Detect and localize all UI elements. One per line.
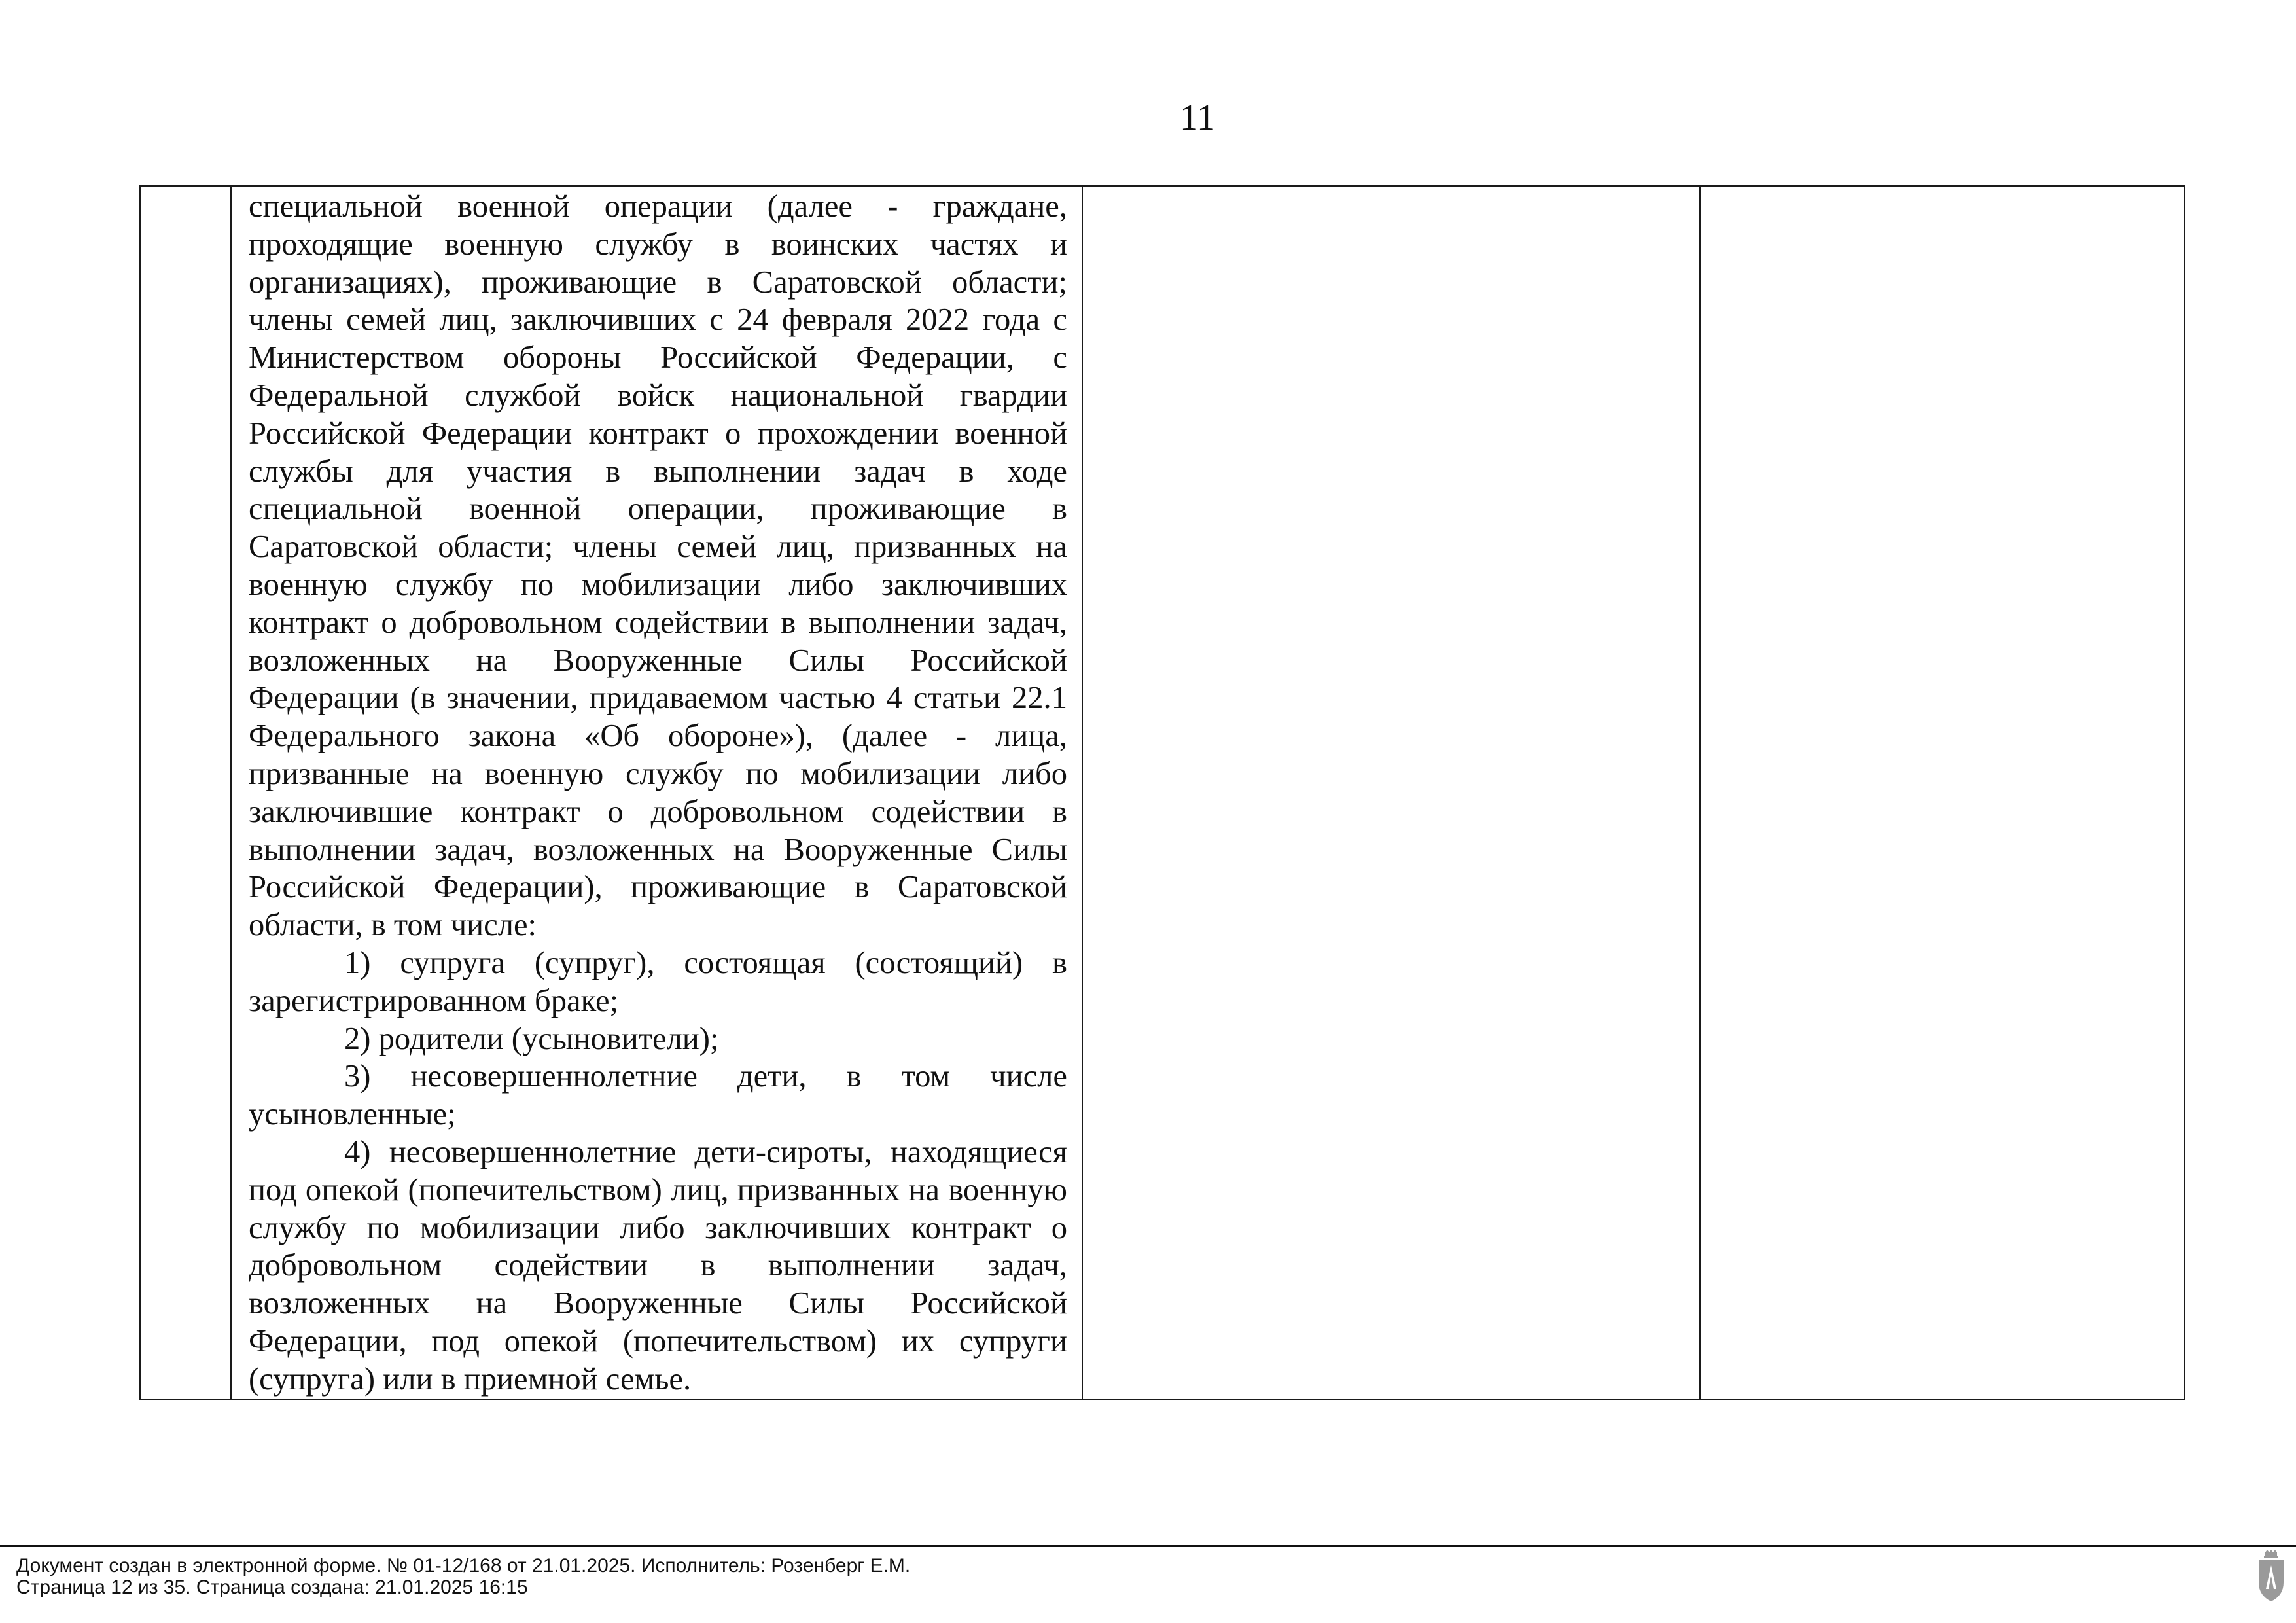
table-cell-empty	[1700, 186, 2185, 1399]
document-table	[139, 185, 2185, 1400]
paragraph-item: 4) несовершеннолетние дети-сироты, находящиеся под опекой (попечительством) лиц, призванных на военную службу по мобилизации либо заключивших контракт о добровольном содействии в выполнении задач, возложенных на Вооруженные Силы Российской Федерации, под опекой (попечительством) их супруги (супруга) или в приемной семье.	[249, 1133, 1067, 1397]
table-row	[140, 186, 2185, 1399]
footer-page-info: Страница 12 из 35. Страница создана: 21.01.2025 16:15	[16, 1577, 528, 1598]
table-cell-description	[231, 186, 1082, 1399]
cell-text	[232, 187, 1082, 1399]
paragraph-body: специальной военной операции (далее - граждане, проходящие военную службу в воинских частях и организациях), проживающие в Саратовской области; члены семей лиц, заключивших с 24 февраля 2022 года с Министерством обороны Российской Федерации, с Федеральной службой войск национальной гвардии Российской Федерации контракт о прохождении военной службы для участия в выполнении задач в ходе специальной военной операции, проживающие в Саратовской области; члены семей лиц, призванных на военную службу по мобилизации либо заключивших контракт о добровольном содействии в выполнении задач, возложенных на Вооруженные Силы Российской Федерации (в значении, придаваемом частью 4 статьи 22.1 Федерального закона «Об обороне»), (далее - лица, призванные на военную службу по мобилизации либо заключившие контракт о добровольном содействии в выполнении задач, возложенных на Вооруженные Силы Российской Федерации), проживающие в Саратовской области, в том числе:	[249, 188, 1067, 943]
table-cell-empty	[1082, 186, 1700, 1399]
paragraph-item: 2) родители (усыновители);	[344, 1020, 719, 1056]
footer-document-info: Документ создан в электронной форме. № 01-12/168 от 21.01.2025. Исполнитель: Розенберг Е.М.	[16, 1555, 911, 1577]
paragraph-item: 1) супруга (супруг), состоящая (состоящий) в зарегистрированном браке;	[249, 944, 1067, 1018]
footer	[16, 1555, 910, 1598]
table-cell-number	[140, 186, 231, 1399]
page-number: 11	[1180, 98, 1215, 138]
coat-of-arms-icon	[2256, 1550, 2286, 1602]
paragraph-item: 3) несовершеннолетние дети, в том числе усыновленные;	[249, 1058, 1067, 1132]
footer-divider	[0, 1545, 2296, 1547]
